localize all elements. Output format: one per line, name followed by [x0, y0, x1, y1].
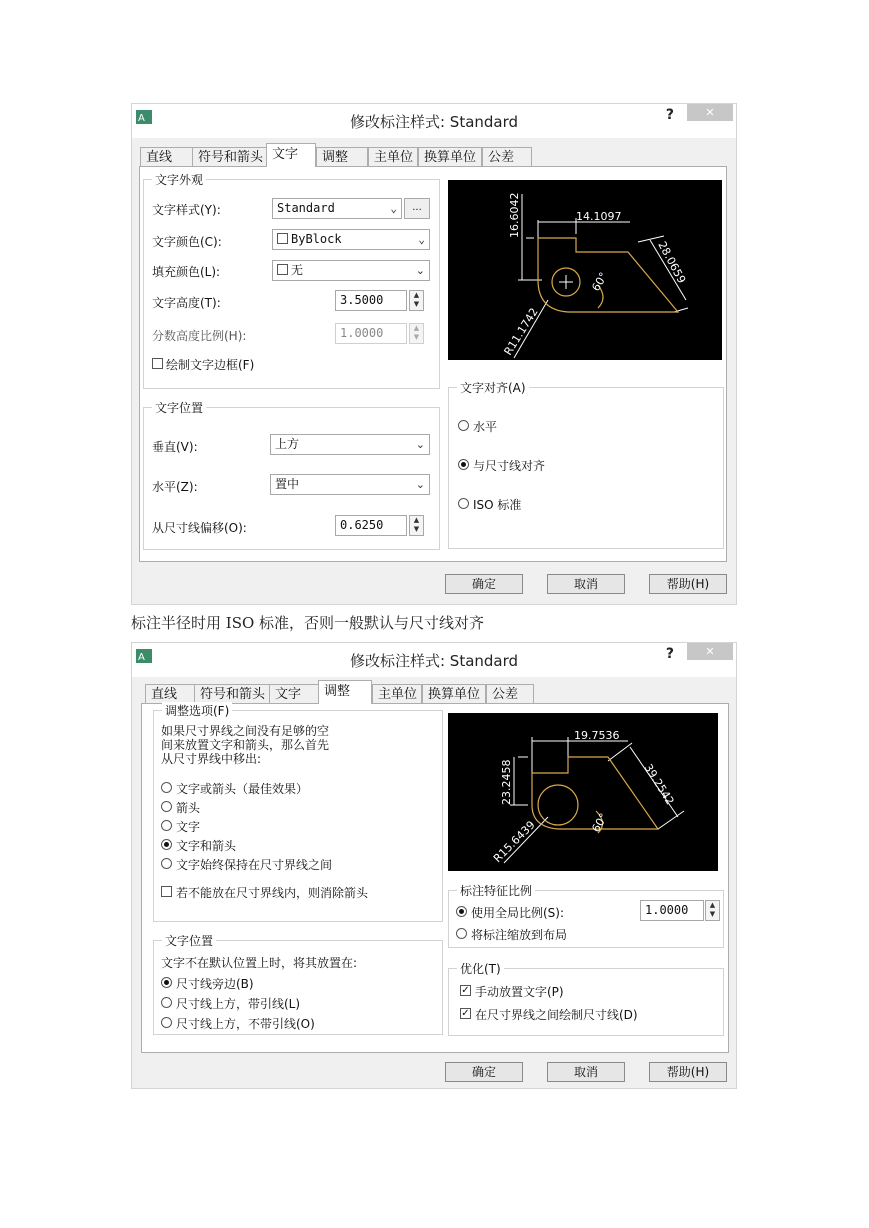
radio-arrows[interactable]: [161, 801, 172, 812]
browse-text-style-button[interactable]: ...: [404, 198, 430, 219]
tab-tolerances[interactable]: 公差: [486, 684, 534, 704]
close-icon[interactable]: ✕: [687, 104, 733, 121]
tab-lines[interactable]: 直线: [145, 684, 195, 704]
use-global-scale-label: 使用全局比例(S):: [471, 906, 565, 920]
group-title: 文字位置: [152, 399, 206, 416]
title-bar: [132, 104, 736, 138]
fit-description-line-2: 间来放置文字和箭头，那么首先: [161, 738, 330, 752]
radio-over-with-leader-label: 尺寸线上方，带引线(L): [176, 997, 301, 1011]
fit-description-line-1: 如果尺寸界线之间没有足够的空: [161, 724, 330, 738]
text-style-select[interactable]: Standard ⌄: [272, 198, 402, 219]
dialog-fit-tab: [131, 642, 737, 1089]
text-height-spinner[interactable]: ▲ ▼: [409, 290, 424, 311]
radio-text-and-arrows-label: 文字和箭头: [176, 839, 237, 853]
preview-image: [448, 713, 718, 871]
tab-alternate-units[interactable]: 换算单位: [422, 684, 486, 704]
tab-lines[interactable]: 直线: [140, 147, 193, 167]
text-placement-description: 文字不在默认位置上时，将其放置在:: [161, 956, 358, 970]
dim-label-diagonal: 39.2542: [641, 761, 677, 808]
text-style-label: 文字样式(Y):: [152, 203, 221, 217]
radio-always-keep-text[interactable]: [161, 858, 172, 869]
radio-iso-label: ISO 标准: [473, 498, 522, 512]
fill-color-label: 填充颜色(L):: [152, 265, 221, 279]
help-icon[interactable]: ?: [665, 646, 674, 662]
tab-text[interactable]: 文字: [269, 684, 319, 704]
group-title: 标注特征比例: [457, 882, 535, 899]
tab-panel: [139, 166, 727, 562]
preview-image: [448, 180, 722, 360]
tab-panel: [141, 703, 729, 1053]
text-color-label: 文字颜色(C):: [152, 235, 222, 249]
radio-arrows-label: 箭头: [176, 801, 201, 815]
dim-label-left: 23.2458: [500, 759, 513, 805]
radio-text-and-arrows[interactable]: [161, 839, 172, 850]
radio-horizontal[interactable]: [458, 420, 469, 431]
cancel-button[interactable]: 取消: [547, 574, 625, 594]
radio-aligned-with-dimline[interactable]: [458, 459, 469, 470]
radio-always-keep-text-label: 文字始终保持在尺寸界线之间: [176, 858, 333, 872]
cancel-button[interactable]: 取消: [547, 1062, 625, 1082]
radio-beside-dimline[interactable]: [161, 977, 172, 988]
chevron-down-icon: ⌄: [415, 438, 425, 451]
draw-frame-checkbox[interactable]: [152, 358, 163, 369]
tab-symbols-arrows[interactable]: 符号和箭头: [192, 147, 268, 167]
dim-label-top: 14.1097: [576, 210, 622, 223]
offset-label: 从尺寸线偏移(O):: [152, 521, 247, 535]
dim-label-top: 19.7536: [574, 729, 620, 742]
group-title: 文字外观: [152, 171, 206, 188]
radio-text-label: 文字: [176, 820, 201, 834]
radio-over-without-leader[interactable]: [161, 1017, 172, 1028]
color-swatch: [277, 264, 288, 275]
angle-label: 60°: [589, 811, 611, 835]
tab-alternate-units[interactable]: 换算单位: [418, 147, 482, 167]
suppress-arrows-checkbox[interactable]: [161, 886, 172, 897]
text-color-select[interactable]: ByBlock ⌄: [272, 229, 430, 250]
vertical-select[interactable]: 上方 ⌄: [270, 434, 430, 455]
color-swatch: [277, 233, 288, 244]
global-scale-input[interactable]: 1.0000: [640, 900, 704, 921]
fill-color-select[interactable]: 无 ⌄: [272, 260, 430, 281]
offset-input[interactable]: 0.6250: [335, 515, 407, 536]
fraction-scale-label: 分数高度比例(H):: [152, 329, 247, 343]
tab-tolerances[interactable]: 公差: [482, 147, 532, 167]
tab-symbols-arrows[interactable]: 符号和箭头: [194, 684, 270, 704]
dialog-text-tab: [131, 103, 737, 605]
dialog-title: 修改标注样式: Standard: [349, 113, 519, 131]
caption-text: 标注半径时用 ISO 标准，否则一般默认与尺寸线对齐: [131, 614, 485, 632]
tab-text[interactable]: 文字: [266, 143, 316, 167]
draw-frame-label: 绘制文字边框(F): [166, 358, 255, 372]
radio-horizontal-label: 水平: [473, 420, 498, 434]
draw-dimline-checkbox[interactable]: ✓: [461, 1008, 470, 1019]
help-icon[interactable]: ?: [665, 107, 674, 123]
text-height-input[interactable]: 3.5000: [335, 290, 407, 311]
group-title: 优化(T): [457, 960, 504, 977]
fit-description-line-3: 从尺寸界线中移出:: [161, 752, 262, 766]
radius-label: R15.6439: [490, 818, 538, 866]
svg-text:A: A: [138, 113, 145, 124]
tab-fit[interactable]: 调整: [318, 680, 372, 704]
fraction-scale-input[interactable]: 1.0000: [335, 323, 407, 344]
radio-iso-standard[interactable]: [458, 498, 469, 509]
draw-dimline-label: 在尺寸界线之间绘制尺寸线(D): [475, 1008, 638, 1022]
dim-label-diagonal: 28.0659: [655, 239, 689, 286]
manual-text-checkbox[interactable]: ✓: [461, 985, 470, 996]
dim-label-left: 16.6042: [508, 192, 521, 238]
horizontal-label: 水平(Z):: [152, 480, 198, 494]
scale-to-layout-label: 将标注缩放到布局: [471, 928, 568, 942]
radio-over-without-leader-label: 尺寸线上方，不带引线(O): [176, 1017, 315, 1031]
offset-spinner[interactable]: ▲ ▼: [409, 515, 424, 536]
help-button[interactable]: 帮助(H): [649, 574, 727, 594]
horizontal-select[interactable]: 置中 ⌄: [270, 474, 430, 495]
text-height-label: 文字高度(T):: [152, 296, 221, 310]
radio-over-with-leader[interactable]: [161, 997, 172, 1008]
close-icon[interactable]: ✕: [687, 643, 733, 660]
ok-button[interactable]: 确定: [445, 574, 523, 594]
radio-text[interactable]: [161, 820, 172, 831]
radio-beside-dimline-label: 尺寸线旁边(B): [176, 977, 254, 991]
radio-aligned-label: 与尺寸线对齐: [473, 459, 546, 473]
chevron-down-icon: ⌄: [418, 233, 425, 246]
radius-label: R11.1742: [501, 305, 541, 358]
chevron-down-icon: ⌄: [390, 202, 397, 215]
tab-primary-units[interactable]: 主单位: [372, 684, 422, 704]
radio-text-or-arrows-label: 文字或箭头（最佳效果）: [176, 782, 309, 796]
chevron-down-icon: ⌄: [415, 478, 425, 491]
global-scale-spinner[interactable]: ▲ ▼: [705, 900, 720, 921]
group-title: 文字对齐(A): [457, 379, 529, 396]
angle-label: 60°: [589, 270, 611, 294]
help-button[interactable]: 帮助(H): [649, 1062, 727, 1082]
suppress-arrows-label: 若不能放在尺寸界线内，则消除箭头: [176, 886, 369, 900]
radio-text-or-arrows[interactable]: [161, 782, 172, 793]
radio-scale-to-layout[interactable]: [456, 928, 467, 939]
fine-tuning-group: [448, 962, 724, 1036]
radio-use-global-scale[interactable]: [456, 906, 467, 917]
tab-primary-units[interactable]: 主单位: [368, 147, 418, 167]
title-bar: [132, 643, 736, 677]
ok-button[interactable]: 确定: [445, 1062, 523, 1082]
vertical-label: 垂直(V):: [152, 440, 198, 454]
svg-text:A: A: [138, 652, 145, 663]
dialog-title: 修改标注样式: Standard: [349, 652, 519, 670]
chevron-down-icon: ⌄: [415, 264, 425, 277]
tab-fit[interactable]: 调整: [316, 147, 368, 167]
fraction-scale-spinner[interactable]: ▲ ▼: [409, 323, 424, 344]
manual-text-label: 手动放置文字(P): [475, 985, 564, 999]
group-title: 文字位置: [162, 932, 216, 949]
group-title: 调整选项(F): [162, 702, 232, 719]
